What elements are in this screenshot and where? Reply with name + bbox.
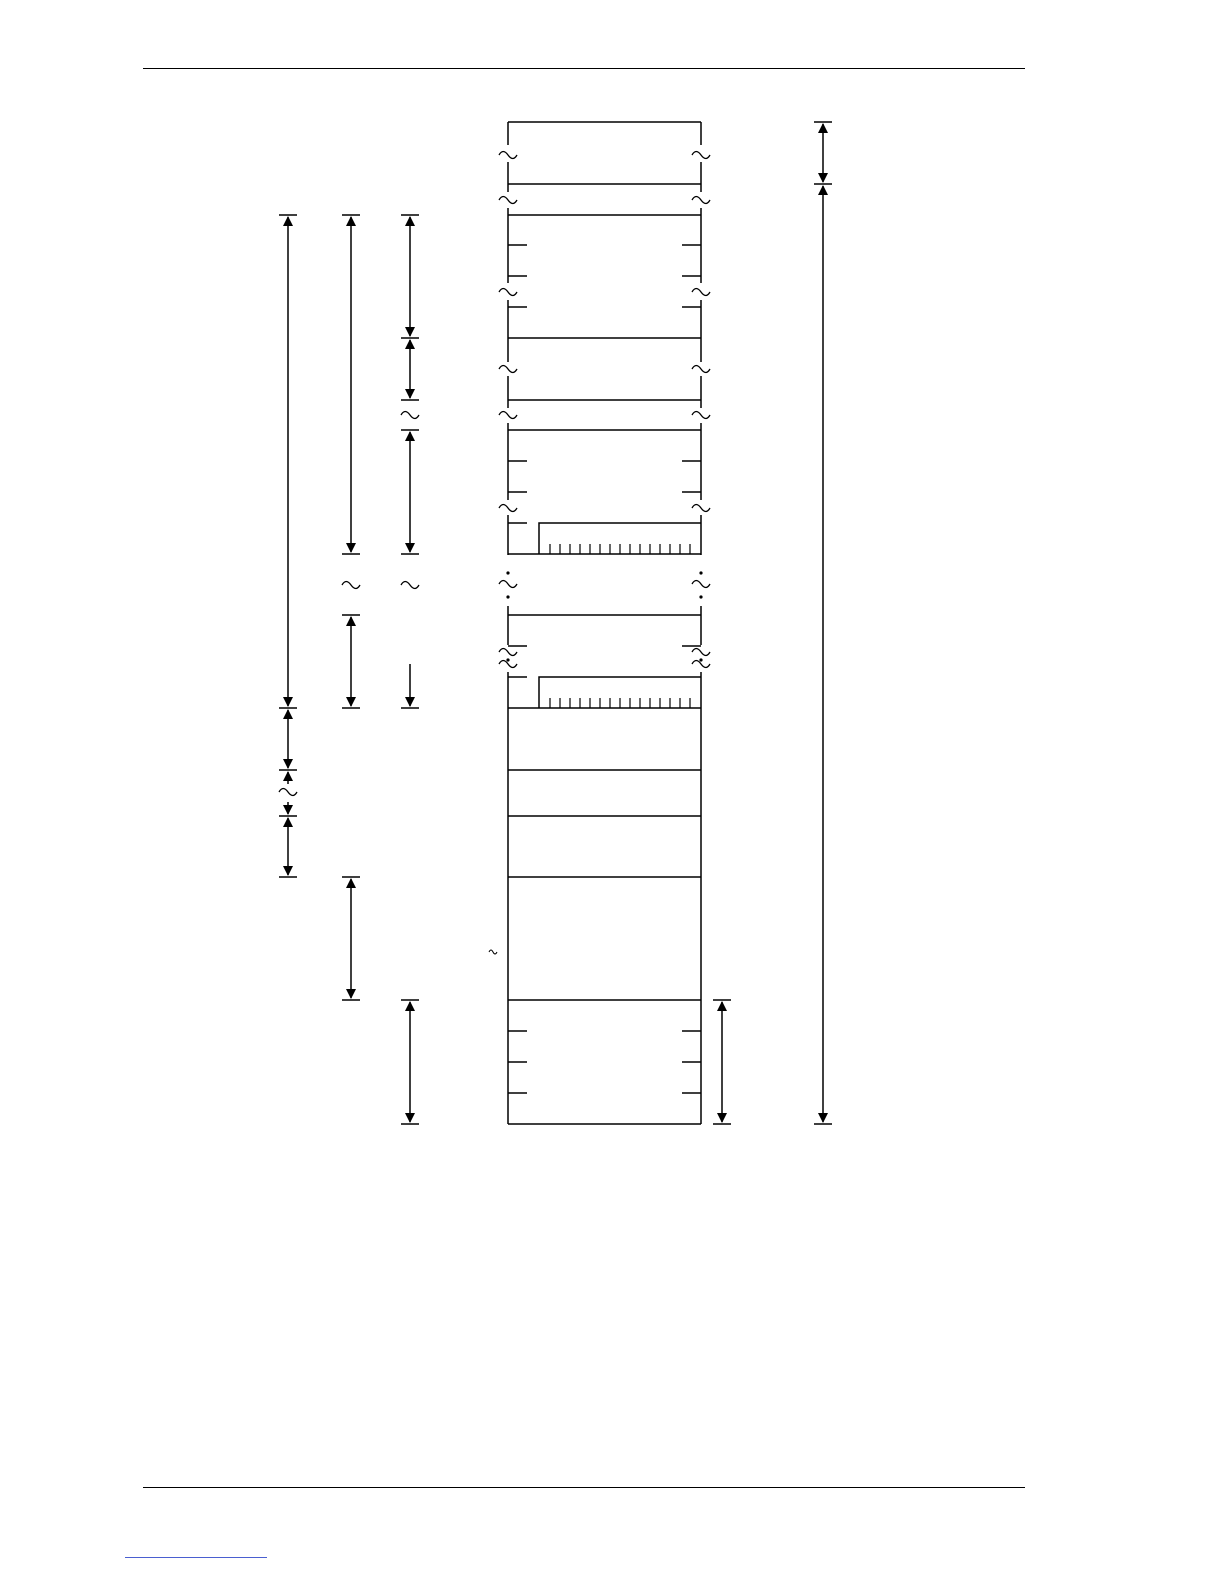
continuation-dots (506, 571, 702, 661)
footer-rule (143, 1487, 1025, 1488)
dimension-arrows-col3 (401, 215, 419, 1124)
footer-link-underline[interactable] (125, 1557, 267, 1558)
right-tick-stubs (682, 245, 701, 1093)
dimension-arrows-col2 (342, 215, 360, 1000)
main-column-outline (508, 122, 701, 1124)
dimension-arrows-col1 (279, 215, 297, 877)
dimension-arrows-right (713, 122, 832, 1124)
break-symbols (279, 152, 710, 955)
comb-block-lower (539, 677, 701, 708)
comb-block-upper (539, 523, 701, 554)
region-dividers (508, 184, 701, 1000)
